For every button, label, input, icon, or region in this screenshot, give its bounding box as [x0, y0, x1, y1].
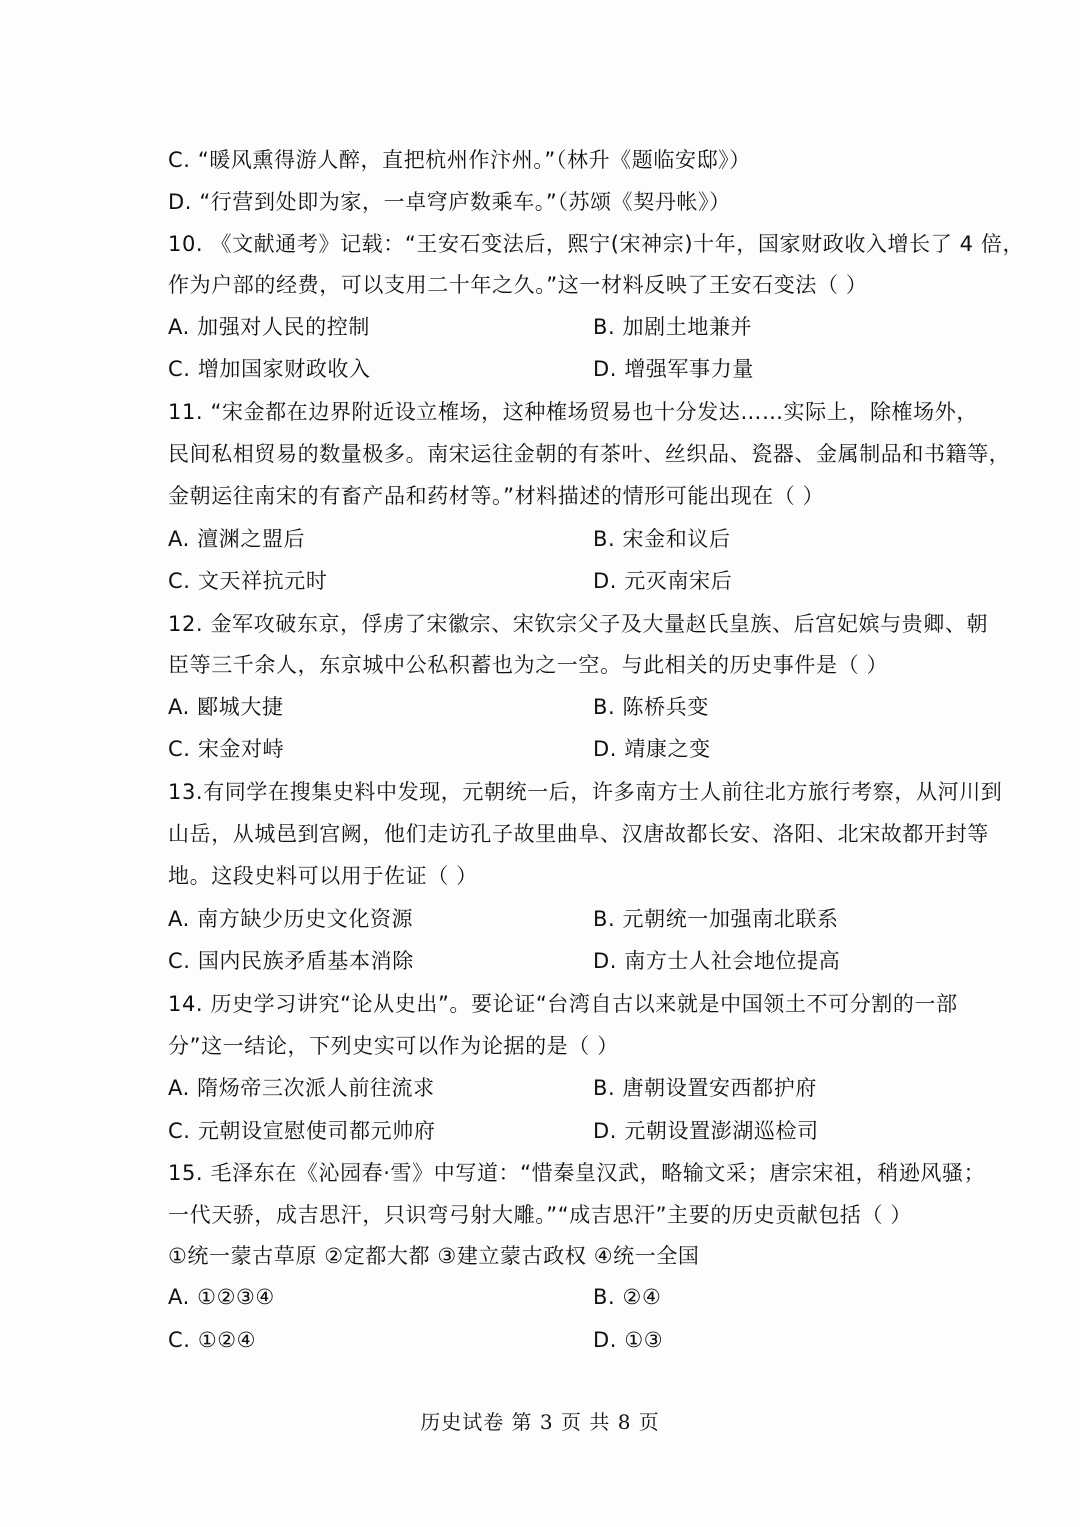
- question-13-option-b: B. 元朝统一加强南北联系: [593, 907, 839, 931]
- question-14-option-a: A. 隋炀帝三次派人前往流求: [168, 1076, 435, 1100]
- question-13-option-d: D. 南方士人社会地位提高: [593, 949, 841, 973]
- question-14-stem-line-1: 14. 历史学习讲究“论从史出”。要论证“台湾自古以来就是中国领土不可分割的一部: [168, 992, 958, 1016]
- question-10-stem-line-1: 10. 《文献通考》记载：“王安石变法后，熙宁(宋神宗)十年，国家财政收入增长了 4 倍，: [168, 232, 1025, 256]
- question-12-option-b: B. 陈桥兵变: [593, 695, 709, 719]
- question-10-option-d: D. 增强军事力量: [593, 357, 754, 381]
- question-15-option-d: D. ①③: [593, 1328, 664, 1352]
- question-12-option-a: A. 郾城大捷: [168, 695, 284, 719]
- question-14-option-d: D. 元朝设置澎湖巡检司: [593, 1119, 819, 1143]
- question-10-stem-line-2: 作为户部的经费，可以支用二十年之久。”这一材料反映了王安石变法（ ）: [168, 273, 868, 297]
- question-12-option-c: C. 宋金对峙: [168, 737, 285, 761]
- question-10-option-b: B. 加剧土地兼并: [593, 315, 753, 339]
- question-13-stem-line-1: 13.有同学在搜集史料中发现，元朝统一后，许多南方士人前往北方旅行考察，从河川到: [168, 780, 1003, 804]
- question-10-option-a: A. 加强对人民的控制: [168, 315, 370, 339]
- question-11-option-b: B. 宋金和议后: [593, 527, 731, 551]
- question-15-stem-line-2: 一代天骄，成吉思汗，只识弯弓射大雕。”“成吉思汗”主要的历史贡献包括（ ）: [168, 1203, 913, 1227]
- question-11-stem-line-2: 民间私相贸易的数量极多。南宋运往金朝的有茶叶、丝织品、瓷器、金属制品和书籍等，: [168, 442, 1011, 466]
- question-11-option-c: C. 文天祥抗元时: [168, 569, 328, 593]
- option-d-prev-question: D. “行营到处即为家，一卓穹庐数乘车。”（苏颂《契丹帐》）: [168, 190, 731, 214]
- question-10-option-c: C. 增加国家财政收入: [168, 357, 371, 381]
- question-13-stem-line-2: 山岳，从城邑到宫阙，他们走访孔子故里曲阜、汉唐故都长安、洛阳、北宋故都开封等: [168, 822, 989, 846]
- question-11-stem-line-1: 11. “宋金都在边界附近设立榷场，这种榷场贸易也十分发达……实际上，除榷场外，: [168, 400, 978, 424]
- question-15-statements: ①统一蒙古草原 ②定都大都 ③建立蒙古政权 ④统一全国: [168, 1244, 700, 1268]
- question-13-stem-line-3: 地。这段史料可以用于佐证（ ）: [168, 864, 478, 888]
- question-11-option-a: A. 澶渊之盟后: [168, 527, 306, 551]
- option-c-prev-question: C. “暖风熏得游人醉，直把杭州作汴州。”（林升《题临安邸》）: [168, 148, 751, 172]
- question-13-option-a: A. 南方缺少历史文化资源: [168, 907, 414, 931]
- question-15-option-b: B. ②④: [593, 1285, 662, 1309]
- question-12-stem-line-2: 臣等三千余人，东京城中公私积蓄也为之一空。与此相关的历史事件是（ ）: [168, 653, 889, 677]
- page-footer: 历史试卷 第 3 页 共 8 页: [420, 1410, 660, 1434]
- question-15-option-c: C. ①②④: [168, 1328, 257, 1352]
- question-13-option-c: C. 国内民族矛盾基本消除: [168, 949, 414, 973]
- question-12-option-d: D. 靖康之变: [593, 737, 711, 761]
- question-11-stem-line-3: 金朝运往南宋的有畜产品和药材等。”材料描述的情形可能出现在（ ）: [168, 484, 825, 508]
- question-14-option-c: C. 元朝设宣慰使司都元帅府: [168, 1119, 436, 1143]
- question-15-option-a: A. ①②③④: [168, 1285, 275, 1309]
- question-15-stem-line-1: 15. 毛泽东在《沁园春·雪》中写道：“惜秦皇汉武，略输文采；唐宗宋祖，稍逊风骚；: [168, 1161, 986, 1185]
- question-14-stem-line-2: 分”这一结论，下列史实可以作为论据的是（ ）: [168, 1034, 619, 1058]
- question-11-option-d: D. 元灭南宋后: [593, 569, 733, 593]
- question-12-stem-line-1: 12. 金军攻破东京，俘虏了宋徽宗、宋钦宗父子及大量赵氏皇族、后宫妃嫔与贵卿、朝: [168, 612, 989, 636]
- question-14-option-b: B. 唐朝设置安西都护府: [593, 1076, 817, 1100]
